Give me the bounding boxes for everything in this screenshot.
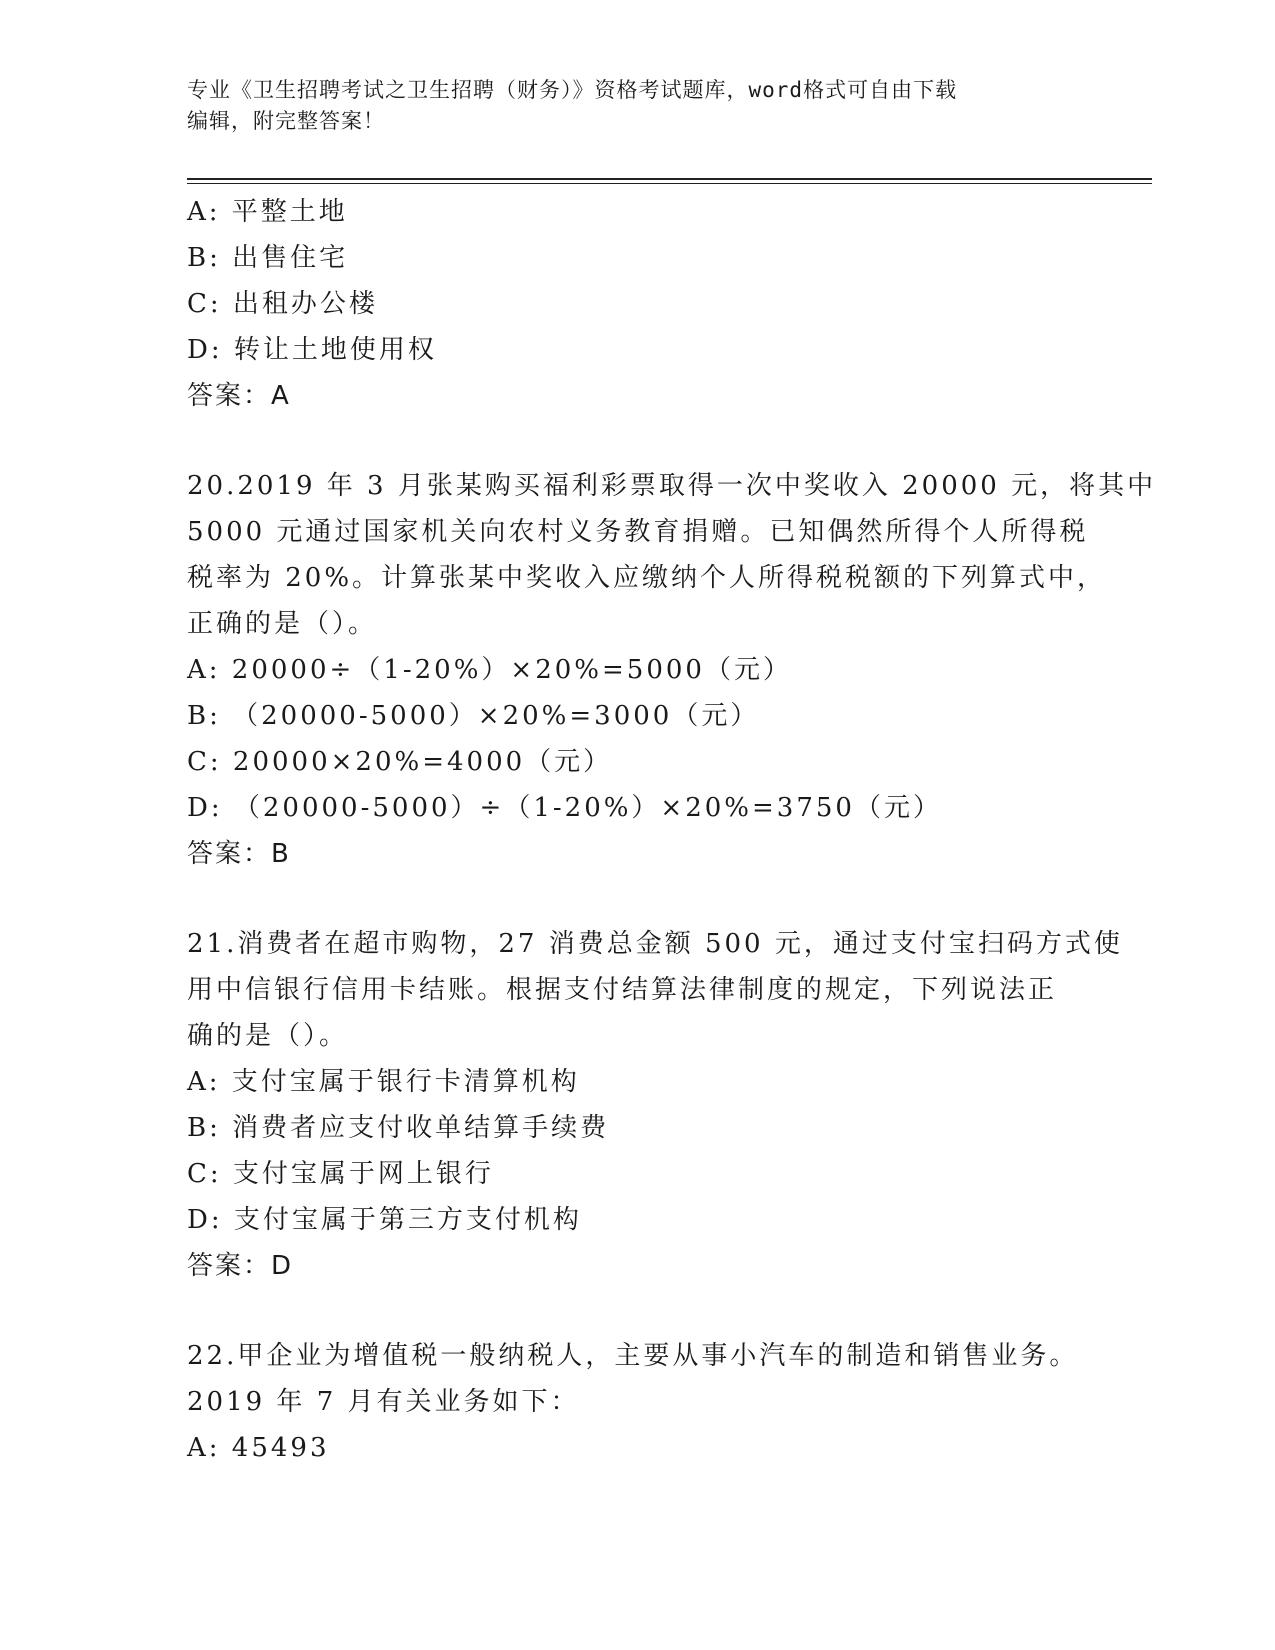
header-line-2: 编辑，附完整答案！ <box>187 109 385 133</box>
option-b: B: 消费者应支付收单结算手续费 <box>187 1113 610 1143</box>
question-22 <box>187 1333 1087 1471</box>
option-c: C: 20000×20%=4000（元） <box>187 747 613 777</box>
option-c: C: 出租办公楼 <box>187 289 378 319</box>
question-19 <box>187 189 1087 419</box>
option-d: D: 转让土地使用权 <box>187 335 437 365</box>
question-21 <box>187 921 1123 1289</box>
question-text-line: 22.甲企业为增值税一般纳税人，主要从事小汽车的制造和销售业务。 <box>187 1341 1079 1371</box>
header-line-1: 专业《卫生招聘考试之卫生招聘（财务）》资格考试题库，word格式可自由下载 <box>187 78 958 102</box>
option-d: D: 支付宝属于第三方支付机构 <box>187 1205 582 1235</box>
option-d: D: （20000-5000）÷（1-20%）×20%=3750（元） <box>187 793 942 823</box>
question-text-line: 20.2019 年 3 月张某购买福利彩票取得一次中奖收入 20000 元，将其中 <box>187 471 1157 501</box>
question-20 <box>187 463 1157 877</box>
option-a: A: 支付宝属于银行卡清算机构 <box>187 1067 580 1097</box>
question-text-line: 2019 年 7 月有关业务如下： <box>187 1387 580 1417</box>
header-rule-thick <box>187 178 1152 180</box>
answer: 答案：B <box>187 839 291 869</box>
option-c: C: 支付宝属于网上银行 <box>187 1159 494 1189</box>
option-b: B: （20000-5000）×20%=3000（元） <box>187 701 760 731</box>
option-a: A: 45493 <box>187 1433 330 1463</box>
answer: 答案：A <box>187 381 291 411</box>
option-a: A: 平整土地 <box>187 197 348 227</box>
option-a: A: 20000÷（1-20%）×20%=5000（元） <box>187 655 792 685</box>
question-text-line: 用中信银行信用卡结账。根据支付结算法律制度的规定，下列说法正 <box>187 975 1058 1005</box>
question-text-line: 税率为 20%。计算张某中奖收入应缴纳个人所得税税额的下列算式中， <box>187 563 1107 593</box>
question-text-line: 5000 元通过国家机关向农村义务教育捐赠。已知偶然所得个人所得税 <box>187 517 1089 547</box>
question-text-line: 正确的是（）。 <box>187 609 378 639</box>
option-b: B: 出售住宅 <box>187 243 349 273</box>
question-text-line: 确的是（）。 <box>187 1021 349 1051</box>
header-rule-thin <box>187 183 1152 184</box>
question-text-line: 21.消费者在超市购物，27 消费总金额 500 元，通过支付宝扫码方式使 <box>187 929 1123 959</box>
document-body <box>187 189 1157 1471</box>
answer: 答案：D <box>187 1251 294 1281</box>
document-header <box>187 75 1087 137</box>
